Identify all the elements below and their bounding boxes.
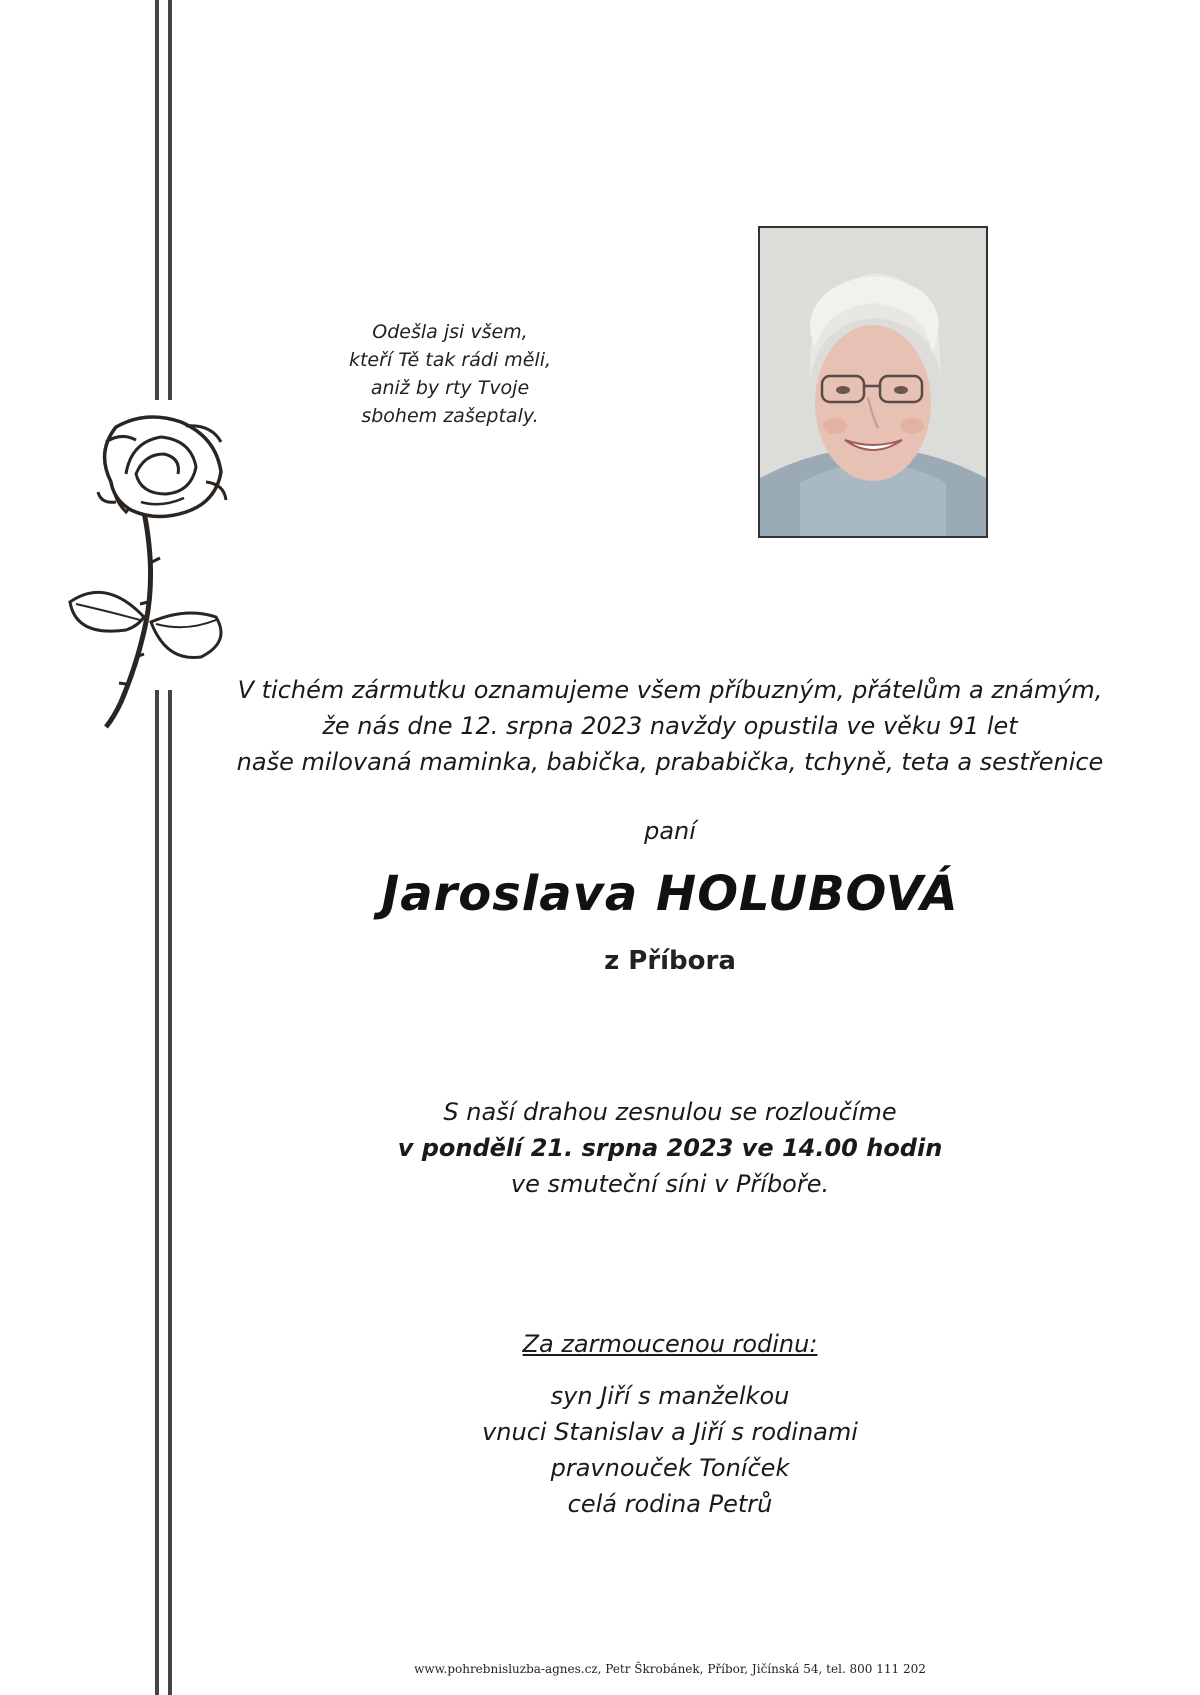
portrait-illustration — [760, 228, 986, 536]
farewell-location: ve smuteční síni v Příboře. — [510, 1170, 830, 1198]
funeral-service-footer: www.pohrebnisluzba-agnes.cz, Petr Škrobánek, Příbor, Jičínská 54, tel. 800 111 202 — [414, 1662, 926, 1676]
farewell-line: S naší drahou zesnulou se rozloučíme — [443, 1098, 897, 1126]
border-line-right-lower — [168, 690, 172, 1695]
announcement-text — [200, 672, 1140, 780]
announcement-line: naše milovaná maminka, babička, prababička, tchyně, teta a sestřenice — [236, 748, 1104, 776]
verse-line: kteří Tě tak rádi měli, — [348, 349, 552, 371]
announcement-line: V tichém zármutku oznamujeme všem příbuzným, přátelům a známým, — [237, 676, 1103, 704]
verse-line: aniž by rty Tvoje — [370, 377, 530, 399]
announcement-line: že nás dne 12. srpna 2023 navždy opustila ve věku 91 let — [322, 712, 1018, 740]
farewell-datetime: v pondělí 21. srpna 2023 ve 14.00 hodin — [397, 1134, 943, 1162]
deceased-origin: z Příbora — [604, 946, 736, 976]
border-line-left-lower — [155, 690, 159, 1695]
verse-line: Odešla jsi všem, — [372, 321, 528, 343]
family-member: celá rodina Petrů — [567, 1490, 773, 1518]
farewell-info — [200, 1094, 1140, 1202]
portrait-photo — [758, 226, 988, 538]
memorial-verse — [300, 318, 600, 430]
border-line-left — [155, 0, 159, 400]
family-member: vnuci Stanislav a Jiří s rodinami — [482, 1418, 858, 1446]
family-member: syn Jiří s manželkou — [550, 1382, 790, 1410]
family-member: pravnouček Toníček — [550, 1454, 790, 1482]
deceased-title: paní — [644, 817, 696, 845]
family-heading: Za zarmoucenou rodinu: — [522, 1330, 818, 1358]
border-line-right — [168, 0, 172, 400]
verse-line: sbohem zašeptaly. — [361, 405, 539, 427]
family-signatures — [200, 1326, 1140, 1522]
deceased-name: Jaroslava HOLUBOVÁ — [381, 866, 959, 922]
